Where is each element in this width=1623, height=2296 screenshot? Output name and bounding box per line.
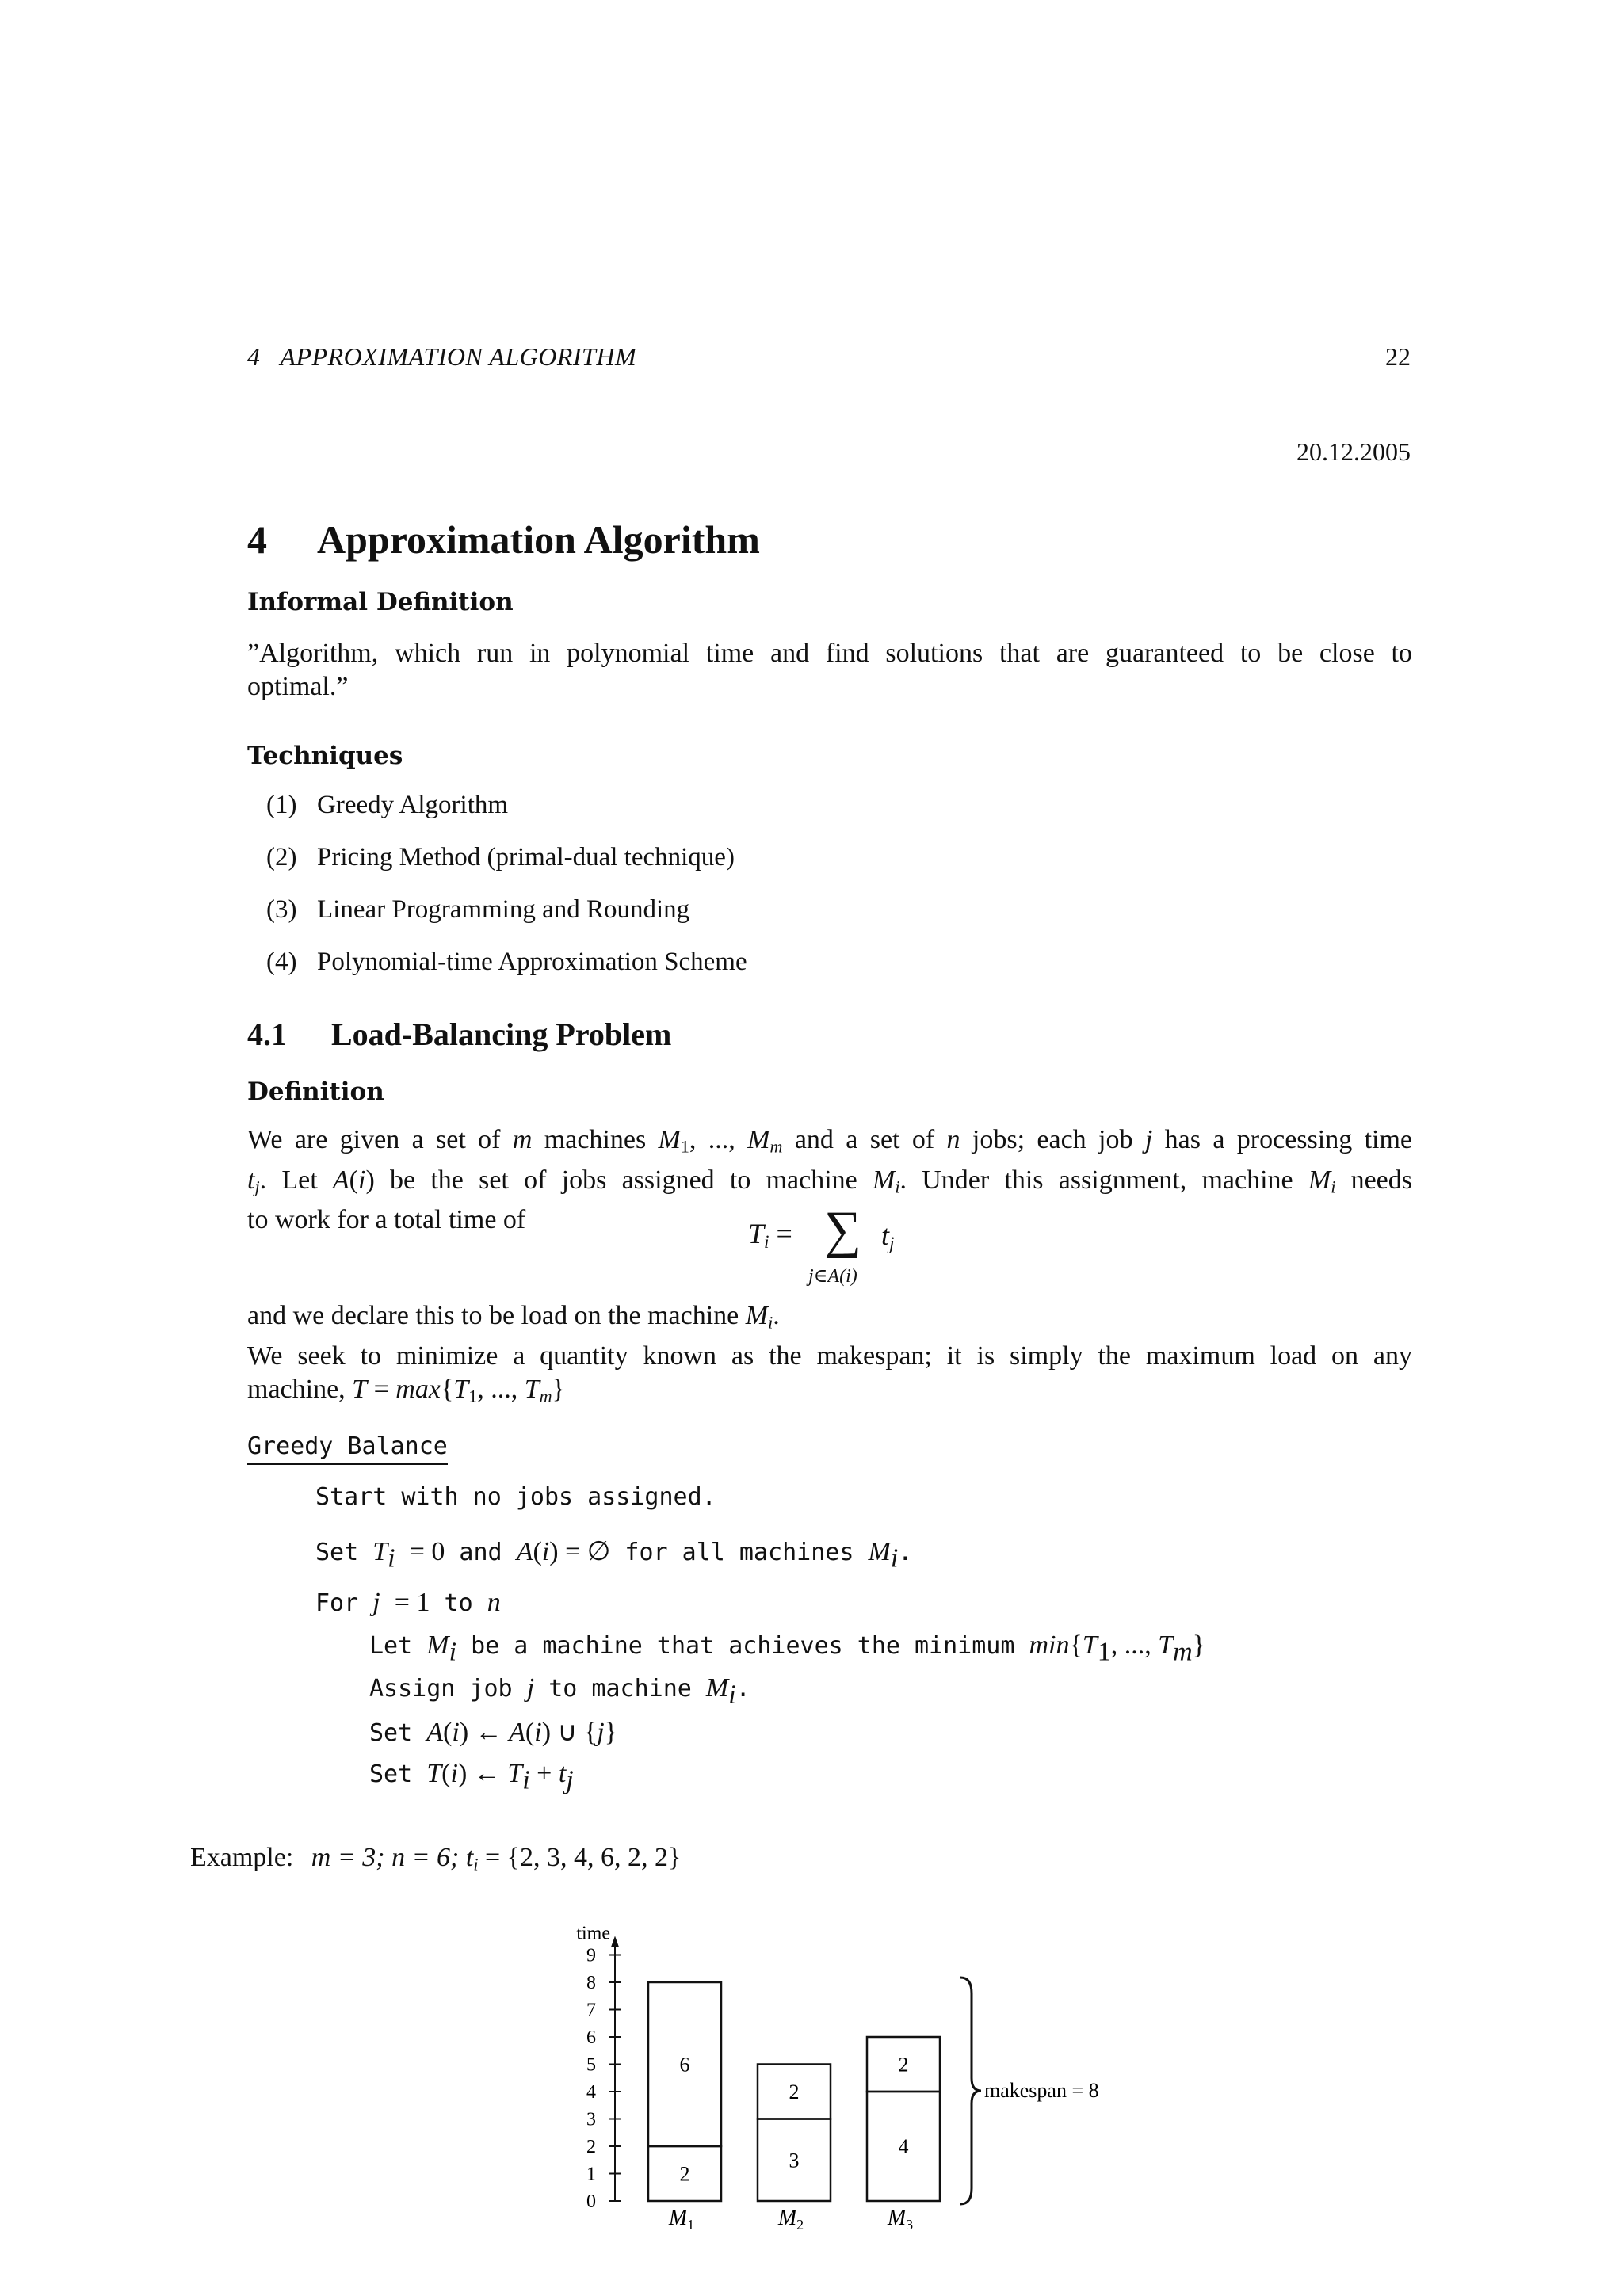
technique-text: Greedy Algorithm [317, 791, 509, 819]
technique-label: (1) [266, 791, 297, 819]
technique-item [266, 948, 747, 977]
running-header: 4 APPROXIMATION ALGORITHM [247, 342, 637, 371]
technique-item [266, 843, 735, 872]
chart-bars [648, 1982, 940, 2233]
y-axis-arrow [611, 1936, 619, 1947]
informal-definition-heading: Informal Definition [247, 588, 514, 616]
technique-item [266, 895, 689, 925]
technique-item [266, 791, 508, 820]
job-label: 2 [679, 2162, 690, 2186]
algorithm-line-4: Let $M_i$ be a machine that achieves the minimum $\min\{T_1$, ..., $T_m$} [369, 1630, 1206, 1667]
job-label: 2 [898, 2053, 909, 2077]
technique-text: Polynomial-time Approximation Scheme [317, 948, 747, 976]
algorithm-line-6: Set A(i) ← A(i) ∪ {j} [369, 1718, 618, 1747]
section-number: 4 [247, 517, 267, 562]
informal-definition-line-2: optimal.” [247, 672, 349, 701]
makespan-chart [555, 1901, 1173, 2250]
job-label: 3 [789, 2149, 800, 2172]
y-tick-label: 5 [586, 2054, 596, 2076]
page-number: 22 [1385, 342, 1411, 371]
algorithm-line-1: Start with no jobs assigned. [315, 1483, 716, 1511]
job-label: 4 [898, 2135, 909, 2158]
section-heading [247, 517, 760, 563]
makespan-line-1: and we declare this to be load on the machine $M_i$. [247, 1301, 780, 1333]
makespan-paragraph [247, 1299, 1412, 1413]
subsection-heading [247, 1016, 671, 1053]
y-tick-label: 3 [586, 2109, 596, 2130]
informal-definition-line-1: ”Algorithm, which run in polynomial time and find solutions that are guaranteed to be close to [247, 639, 1412, 668]
algorithm-line-2: Set $T_i = 0$ and A(i) = ∅ for all machines $M_i$. [315, 1537, 913, 1573]
chart-axis [576, 1924, 621, 2213]
makespan-line-2: We seek to minimize a quantity known as the makespan; it is simply the maximum load on any [247, 1341, 1412, 1371]
example-line [190, 1841, 681, 1882]
subsection-title: Load-Balancing Problem [331, 1016, 672, 1052]
load-equation: $T_i$ = [748, 1218, 792, 1253]
technique-text: Pricing Method (primal-dual technique) [317, 843, 735, 871]
technique-text: Linear Programming and Rounding [317, 895, 690, 924]
example-params: m = 3; n = 6; $t_i = \{2$, 3, 4, 6, 2, 2} [311, 1843, 682, 1875]
technique-label: (4) [266, 948, 297, 976]
job-label: 6 [679, 2053, 690, 2077]
y-tick-label: 9 [586, 1945, 596, 1966]
machine-label: $M_2$ [777, 2206, 804, 2233]
equation-term: $t_j$ [881, 1219, 895, 1254]
makespan-line-3: machine, $T = \max\{T_1$, ..., $T_m$} [247, 1374, 565, 1406]
y-tick-label: 6 [586, 2027, 596, 2048]
algorithm-title: Greedy Balance [247, 1432, 448, 1460]
algorithm-line-3: For j = 1 to n [315, 1588, 501, 1617]
definition-heading: Definition [247, 1077, 384, 1106]
brace-path [960, 1978, 981, 2204]
technique-label: (2) [266, 843, 297, 871]
y-tick-label: 4 [586, 2082, 596, 2103]
y-axis-label: time [576, 1923, 610, 1944]
y-tick-label: 8 [586, 1973, 596, 1993]
subsection-number: 4.1 [247, 1016, 287, 1052]
y-tick-label: 1 [586, 2164, 596, 2185]
informal-definition-text [247, 637, 1412, 704]
machine-label: $M_3$ [887, 2206, 914, 2233]
y-tick-label: 0 [586, 2191, 596, 2212]
y-tick-label: 7 [586, 2000, 596, 2021]
definition-line-1: We are given a set of m machines $M_1$, ..., $M_m$ and a set of n jobs; each job j has a processing time [247, 1125, 1413, 1157]
y-tick-label: 2 [586, 2137, 596, 2157]
lecture-date: 20.12.2005 [1296, 437, 1411, 466]
algorithm-line-5: Assign job j to machine $M_i$. [369, 1673, 750, 1710]
makespan-annotation: makespan = 8 [984, 2079, 1099, 2102]
sum-symbol: ∑ [824, 1201, 862, 1259]
machine-label: $M_1$ [668, 2206, 695, 2233]
technique-label: (3) [266, 895, 297, 924]
sum-index: j∈A(i) [808, 1266, 857, 1287]
makespan-brace [960, 1978, 1099, 2204]
techniques-heading: Techniques [247, 742, 403, 770]
definition-line-3: to work for a total time of [247, 1205, 526, 1235]
job-label: 2 [789, 2081, 800, 2103]
example-label: Example: [190, 1843, 294, 1872]
section-title: Approximation Algorithm [317, 517, 760, 562]
definition-line-2: $t_j$. Let A(i) be the set of jobs assigned to machine $M_i$. Under this assignment, machine $M_i$ needs [247, 1165, 1412, 1197]
algorithm-line-7: Set T(i) ← $T_i + t_j$ [369, 1759, 574, 1795]
